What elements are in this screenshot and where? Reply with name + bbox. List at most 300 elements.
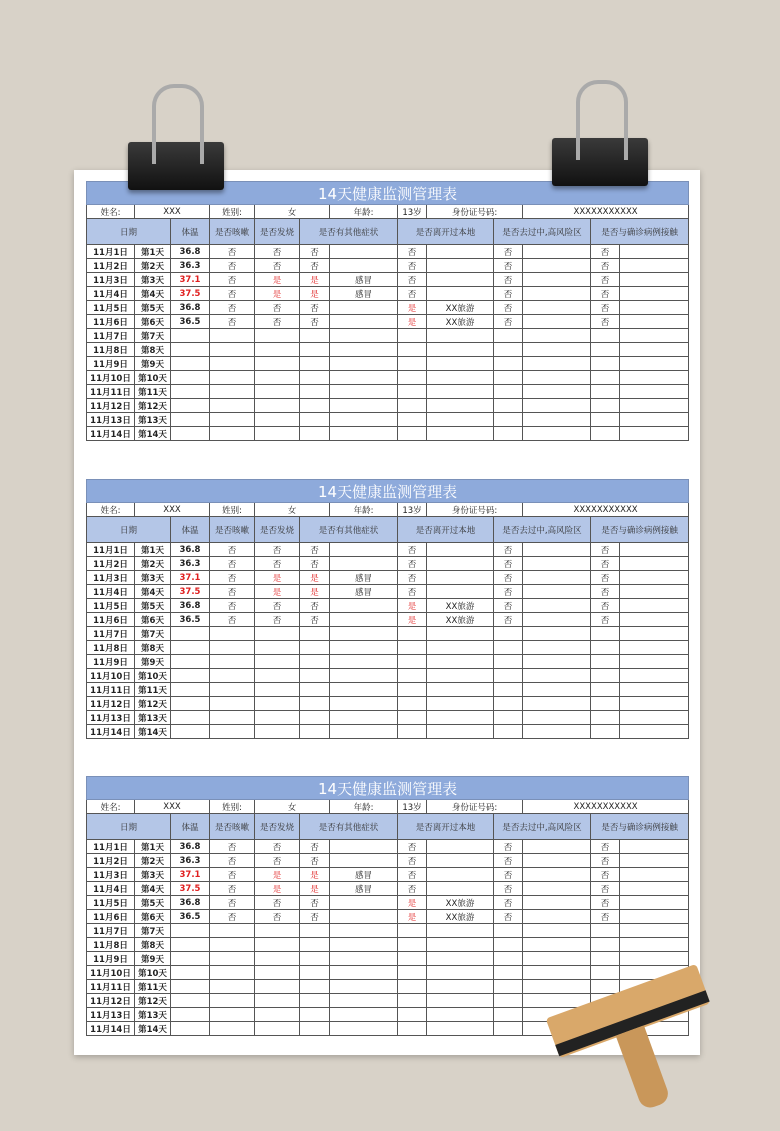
table-cell: 11月6日 [87,315,135,329]
table-cell [523,427,591,441]
table-cell: 11月12日 [87,399,135,413]
table-cell: 是 [300,287,330,301]
table-cell [300,994,330,1008]
table-cell: 是 [398,910,427,924]
table-cell: 第5天 [135,599,171,613]
table-row [87,627,689,641]
table-cell: 否 [494,543,523,557]
name-value: XXX [135,205,210,219]
table-cell: 第10天 [135,371,171,385]
table-cell: 否 [398,273,427,287]
column-header: 是否有其他症状 [300,219,398,245]
table-cell [591,641,620,655]
table-cell [330,938,398,952]
table-cell: 是 [398,599,427,613]
table-cell [620,613,689,627]
table-cell [523,371,591,385]
table-cell [494,1008,523,1022]
table-cell: 否 [494,315,523,329]
table-cell: 11月13日 [87,413,135,427]
table-cell: 否 [300,557,330,571]
table-cell [300,371,330,385]
table-cell: 否 [300,301,330,315]
table-cell: 否 [210,896,255,910]
table-cell [171,371,210,385]
table-cell [300,711,330,725]
table-cell [255,641,300,655]
table-cell [620,585,689,599]
table-cell [523,725,591,739]
table-cell [620,543,689,557]
table-cell [255,343,300,357]
table-cell [330,1008,398,1022]
table-cell [210,966,255,980]
table-cell [523,301,591,315]
table-cell: 感冒 [330,273,398,287]
table-cell: 否 [210,287,255,301]
table-cell: 第3天 [135,273,171,287]
table-cell [591,371,620,385]
table-cell: 否 [494,301,523,315]
table-cell [330,543,398,557]
table-cell [427,273,494,287]
table-cell [300,357,330,371]
table-cell [398,669,427,683]
name-label: 姓名: [87,503,135,517]
table-cell [494,329,523,343]
table-cell [171,938,210,952]
table-cell [591,966,620,980]
table-cell [255,1008,300,1022]
table-cell: 11月6日 [87,613,135,627]
table-cell [330,924,398,938]
table-cell [620,725,689,739]
table-cell: 11月14日 [87,1022,135,1036]
table-cell [523,287,591,301]
table-cell [427,1008,494,1022]
table-cell [494,427,523,441]
table-cell [620,287,689,301]
table-cell [523,315,591,329]
id-label: 身份证号码: [427,503,523,517]
table-cell [427,259,494,273]
table-cell: 第5天 [135,896,171,910]
table-cell: 36.3 [171,557,210,571]
table-cell [255,966,300,980]
table-cell [300,343,330,357]
table-row [87,854,689,868]
table-cell: 11月7日 [87,329,135,343]
table-cell: 否 [300,599,330,613]
table-cell [300,980,330,994]
table-cell: 11月4日 [87,287,135,301]
table-cell [398,711,427,725]
gender-value: 女 [255,205,330,219]
table-cell [398,343,427,357]
column-header: 是否有其他症状 [300,814,398,840]
table-cell [330,1022,398,1036]
table-cell: 是 [300,868,330,882]
table-cell: 第9天 [135,357,171,371]
table-cell [330,683,398,697]
table-cell [210,655,255,669]
table-cell: 36.8 [171,896,210,910]
table-cell [398,413,427,427]
table-cell: 11月7日 [87,627,135,641]
table-cell: 否 [591,301,620,315]
table-cell [427,854,494,868]
table-cell [591,655,620,669]
table-cell [591,399,620,413]
table-cell [398,980,427,994]
table-cell: 36.8 [171,301,210,315]
column-header: 是否发烧 [255,814,300,840]
table-cell [171,627,210,641]
table-row [87,315,689,329]
table-row [87,952,689,966]
table-cell [398,924,427,938]
table-cell [427,669,494,683]
table-cell [523,599,591,613]
table-cell [210,938,255,952]
table-row [87,301,689,315]
table-row [87,585,689,599]
table-cell: 否 [300,245,330,259]
table-cell [427,683,494,697]
table-cell: 否 [300,259,330,273]
table-cell [398,371,427,385]
table-cell [494,371,523,385]
table-cell [171,655,210,669]
table-cell: 否 [398,245,427,259]
table-cell: 否 [300,840,330,854]
table-cell: 11月9日 [87,655,135,669]
table-row [87,725,689,739]
table-cell [620,952,689,966]
table-cell [620,627,689,641]
table-cell: 第10天 [135,966,171,980]
table-cell [620,315,689,329]
table-cell: 否 [300,315,330,329]
table-cell: 第7天 [135,627,171,641]
table-cell [620,697,689,711]
table-cell: 36.3 [171,259,210,273]
table-cell: 第4天 [135,882,171,896]
table-cell [591,924,620,938]
table-cell [494,343,523,357]
gender-value: 女 [255,800,330,814]
table-cell [171,1008,210,1022]
table-cell [171,669,210,683]
table-cell: 36.3 [171,854,210,868]
table-row [87,245,689,259]
table-cell: 否 [494,854,523,868]
table-cell [330,245,398,259]
table-cell [171,924,210,938]
table-cell [255,980,300,994]
table-row [87,711,689,725]
table-cell: 否 [300,854,330,868]
table-cell: 36.8 [171,245,210,259]
table-cell [620,882,689,896]
table-cell: 11月3日 [87,571,135,585]
table-cell: 37.5 [171,882,210,896]
table-cell: 否 [398,585,427,599]
table-cell [494,725,523,739]
table-cell [330,315,398,329]
table-cell: 否 [591,868,620,882]
table-cell [591,357,620,371]
table-cell: 否 [494,273,523,287]
table-title: 14天健康监测管理表 [87,182,689,205]
table-cell [620,599,689,613]
table-cell: 否 [210,613,255,627]
table-cell [620,683,689,697]
table-cell [427,357,494,371]
table-cell [494,938,523,952]
table-cell [523,924,591,938]
table-cell [620,641,689,655]
table-cell [210,1022,255,1036]
table-cell [620,343,689,357]
table-cell: 是 [300,882,330,896]
table-cell [620,711,689,725]
table-cell [210,1008,255,1022]
table-cell [330,357,398,371]
table-cell [427,966,494,980]
table-cell [330,599,398,613]
table-cell: 11月1日 [87,245,135,259]
table-cell [427,543,494,557]
table-cell: 否 [255,557,300,571]
table-cell: 否 [210,868,255,882]
table-cell [591,385,620,399]
table-cell: 第1天 [135,840,171,854]
table-cell [523,683,591,697]
table-cell: 是 [255,287,300,301]
table-cell: 否 [494,613,523,627]
table-cell [523,669,591,683]
table-cell [171,683,210,697]
table-cell: 11月2日 [87,854,135,868]
table-cell [330,371,398,385]
table-cell [494,952,523,966]
table-row [87,413,689,427]
table-cell: 第7天 [135,924,171,938]
table-cell [300,1022,330,1036]
table-cell: 否 [255,910,300,924]
table-cell: 否 [210,315,255,329]
table-cell [620,571,689,585]
table-cell [210,725,255,739]
table-cell [523,557,591,571]
table-cell [620,655,689,669]
table-cell: 否 [494,910,523,924]
table-cell: 否 [591,599,620,613]
table-cell [620,938,689,952]
table-cell: 否 [210,910,255,924]
table-cell [523,329,591,343]
table-cell [255,952,300,966]
table-cell: 否 [210,543,255,557]
table-cell: 11月10日 [87,966,135,980]
table-cell [591,329,620,343]
column-header: 日期 [87,219,171,245]
table-cell [330,655,398,669]
table-cell [523,571,591,585]
table-cell [398,1008,427,1022]
table-cell [427,245,494,259]
table-cell: 第13天 [135,1008,171,1022]
table-cell: 是 [398,315,427,329]
table-cell [330,725,398,739]
table-title: 14天健康监测管理表 [87,480,689,503]
table-cell: 否 [494,571,523,585]
table-cell: 11月1日 [87,840,135,854]
table-cell [300,966,330,980]
table-cell: 第1天 [135,245,171,259]
table-cell: 第14天 [135,725,171,739]
table-cell: 11月8日 [87,641,135,655]
table-cell [494,924,523,938]
table-row [87,966,689,980]
table-row [87,938,689,952]
table-cell: 否 [398,557,427,571]
table-cell [255,357,300,371]
table-cell: 第8天 [135,938,171,952]
table-cell: 第9天 [135,655,171,669]
table-cell: 是 [255,571,300,585]
table-cell: 第13天 [135,711,171,725]
table-cell [255,669,300,683]
table-cell [523,966,591,980]
table-row [87,868,689,882]
table-cell: 感冒 [330,882,398,896]
table-cell: 第6天 [135,315,171,329]
id-value: XXXXXXXXXXX [523,205,689,219]
table-cell: 37.5 [171,287,210,301]
table-cell: 是 [255,273,300,287]
table-cell: 11月10日 [87,371,135,385]
table-cell [620,868,689,882]
table-cell [427,980,494,994]
table-cell: 感冒 [330,868,398,882]
table-cell [300,683,330,697]
table-cell: 否 [591,543,620,557]
table-cell [330,329,398,343]
table-cell: XX旅游 [427,613,494,627]
table-cell: 第12天 [135,399,171,413]
gender-label: 姓别: [210,800,255,814]
table-row [87,882,689,896]
table-row [87,343,689,357]
table-cell [300,725,330,739]
column-header: 是否与确诊病例接触 [591,219,689,245]
table-cell: 否 [398,543,427,557]
table-cell [210,627,255,641]
table-cell [171,413,210,427]
info-row [87,503,689,517]
table-cell: 否 [591,854,620,868]
table-cell [210,399,255,413]
table-cell [255,371,300,385]
table-cell: 否 [494,896,523,910]
table-cell: 11月12日 [87,994,135,1008]
table-cell: XX旅游 [427,910,494,924]
table-cell: 否 [591,840,620,854]
table-cell: 否 [591,315,620,329]
table-cell [210,357,255,371]
table-cell: 否 [300,896,330,910]
table-cell [255,385,300,399]
table-cell [330,557,398,571]
table-cell [494,627,523,641]
age-label: 年龄: [330,800,398,814]
table-cell: 否 [255,599,300,613]
id-label: 身份证号码: [427,800,523,814]
table-cell [300,413,330,427]
table-cell: 37.5 [171,585,210,599]
table-cell: 否 [210,840,255,854]
table-cell: 否 [398,287,427,301]
table-cell [620,840,689,854]
table-cell [427,413,494,427]
table-cell [398,725,427,739]
table-cell [330,301,398,315]
table-cell: 36.8 [171,840,210,854]
table-cell [171,994,210,1008]
table-cell [620,557,689,571]
table-cell [523,868,591,882]
table-cell [620,413,689,427]
column-header: 日期 [87,517,171,543]
table-cell [398,627,427,641]
table-row [87,287,689,301]
table-row [87,399,689,413]
table-cell [427,385,494,399]
table-cell [300,697,330,711]
table-cell [255,994,300,1008]
table-cell [255,711,300,725]
table-cell [171,343,210,357]
table-cell [255,725,300,739]
table-cell [591,711,620,725]
name-value: XXX [135,800,210,814]
table-cell [523,585,591,599]
table-row [87,273,689,287]
table-cell: 36.5 [171,910,210,924]
table-cell [210,413,255,427]
table-cell [523,655,591,669]
table-cell [620,329,689,343]
table-cell [494,413,523,427]
table-cell: 11月5日 [87,599,135,613]
table-cell [300,641,330,655]
table-cell [494,669,523,683]
table-cell: 否 [398,840,427,854]
table-cell: 否 [591,882,620,896]
table-cell: 否 [494,868,523,882]
table-cell [620,273,689,287]
table-cell [330,966,398,980]
table-cell [427,1022,494,1036]
table-cell: 是 [300,273,330,287]
table-cell [494,966,523,980]
table-cell [620,245,689,259]
table-cell [210,994,255,1008]
table-cell [255,924,300,938]
table-cell [171,725,210,739]
